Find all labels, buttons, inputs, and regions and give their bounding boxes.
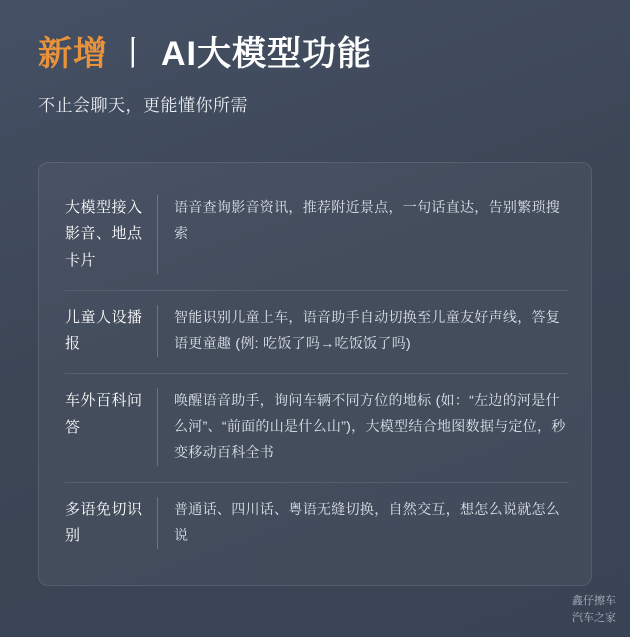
title-accent-text: 新增 xyxy=(38,35,108,73)
feature-label: 车外百科问答 xyxy=(65,392,143,436)
feature-row xyxy=(65,291,569,375)
feature-label: 大模型接入影音、地点卡片 xyxy=(65,199,143,269)
feature-row xyxy=(65,374,569,483)
feature-row xyxy=(65,483,569,554)
feature-description: 普通话、四川话、粤语无缝切换，自然交互，想怎么说就怎么说 xyxy=(174,500,561,543)
watermark xyxy=(572,593,616,627)
page-subtitle: 不止会聊天，更能懂你所需 xyxy=(38,96,248,116)
page-title xyxy=(38,36,592,73)
feature-row xyxy=(65,189,569,291)
feature-card xyxy=(38,162,592,586)
feature-label: 多语免切识别 xyxy=(65,500,143,545)
feature-description: 智能识别儿童上车，语音助手自动切换至儿童友好声线，答复语更童趣 (例: 吃饭了吗→吃饭饭了吗) xyxy=(174,308,561,351)
feature-description: 语音查询影音资讯，推荐附近景点，一句话直达，告别繁琐搜索 xyxy=(174,199,561,241)
feature-description: 唤醒语音助手，询问车辆不同方位的地标 (如：“左边的河是什么河”、“前面的山是什么山”)，大模型结合地图数据与定位，秒变移动百科全书 xyxy=(174,392,566,461)
header xyxy=(38,36,592,116)
title-divider: 丨 xyxy=(116,35,151,73)
title-main-text: AI大模型功能 xyxy=(161,35,372,73)
feature-label: 儿童人设播报 xyxy=(65,308,143,352)
watermark-line-2: 汽车之家 xyxy=(572,611,616,624)
watermark-line-1: 鑫仔擦车 xyxy=(572,594,616,607)
